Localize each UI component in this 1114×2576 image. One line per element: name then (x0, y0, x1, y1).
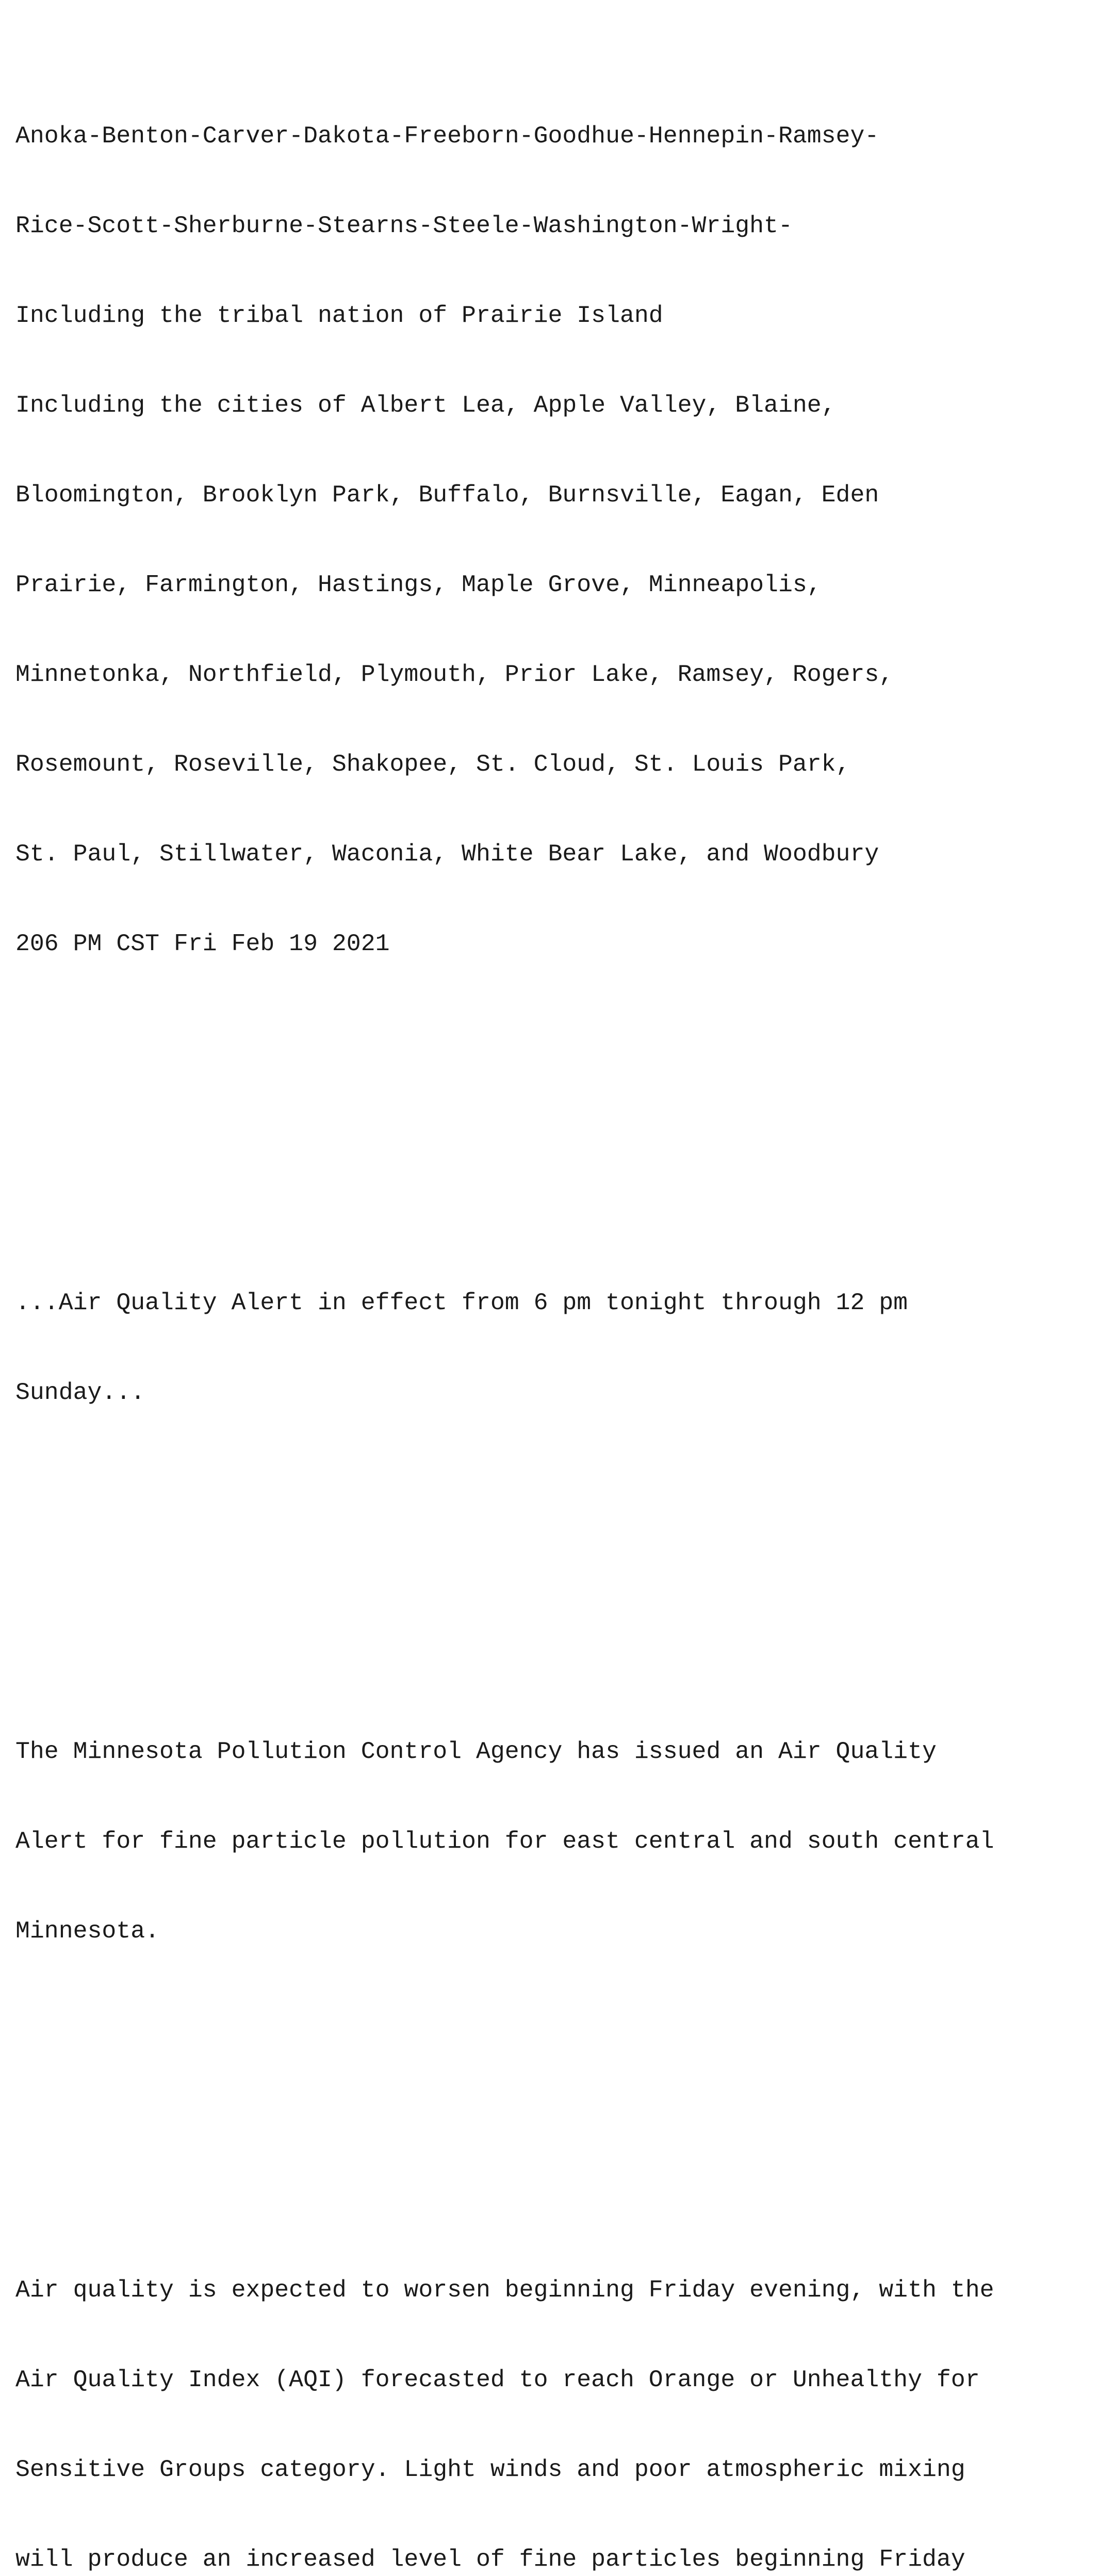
issued-timestamp: 206 PM CST Fri Feb 19 2021 (15, 930, 390, 957)
paragraph-line: Minnesota. (15, 1917, 160, 1945)
headline (15, 1228, 1104, 1468)
blank-line (15, 1108, 1104, 1138)
header-block (15, 61, 1104, 1019)
paragraph-line: Air quality is expected to worsen beginning Friday evening, with the (15, 2276, 994, 2304)
cities-line: Rosemount, Roseville, Shakopee, St. Cloud, St. Louis Park, (15, 751, 850, 778)
cities-line: Prairie, Farmington, Hastings, Maple Grove, Minneapolis, (15, 571, 822, 598)
alert-document (15, 2, 1104, 2576)
paragraph-line: Alert for fine particle pollution for east central and south central (15, 1828, 994, 1855)
paragraph-line: Sensitive Groups category. Light winds and poor atmospheric mixing (15, 2456, 965, 2483)
paragraph-forecast (15, 2215, 1104, 2576)
headline-line: Sunday... (15, 1379, 145, 1406)
cities-line: Minnetonka, Northfield, Plymouth, Prior Lake, Ramsey, Rogers, (15, 661, 894, 688)
counties-line: Rice-Scott-Sherburne-Stearns-Steele-Washington-Wright- (15, 212, 793, 239)
headline-line: ...Air Quality Alert in effect from 6 pm tonight through 12 pm (15, 1289, 908, 1316)
paragraph-agency-notice (15, 1677, 1104, 2006)
counties-line: Anoka-Benton-Carver-Dakota-Freeborn-Goodhue-Hennepin-Ramsey- (15, 122, 879, 150)
blank-line (15, 1557, 1104, 1587)
cities-line: Including the cities of Albert Lea, Apple Valley, Blaine, (15, 392, 836, 419)
cities-line: St. Paul, Stillwater, Waconia, White Bear Lake, and Woodbury (15, 840, 879, 868)
paragraph-line: will produce an increased level of fine particles beginning Friday (15, 2546, 965, 2573)
paragraph-line: Air Quality Index (AQI) forecasted to reach Orange or Unhealthy for (15, 2366, 980, 2393)
cities-line: Bloomington, Brooklyn Park, Buffalo, Burnsville, Eagan, Eden (15, 481, 879, 509)
paragraph-line: The Minnesota Pollution Control Agency has issued an Air Quality (15, 1738, 937, 1765)
tribal-nation-line: Including the tribal nation of Prairie Island (15, 302, 663, 329)
blank-line (15, 2096, 1104, 2126)
